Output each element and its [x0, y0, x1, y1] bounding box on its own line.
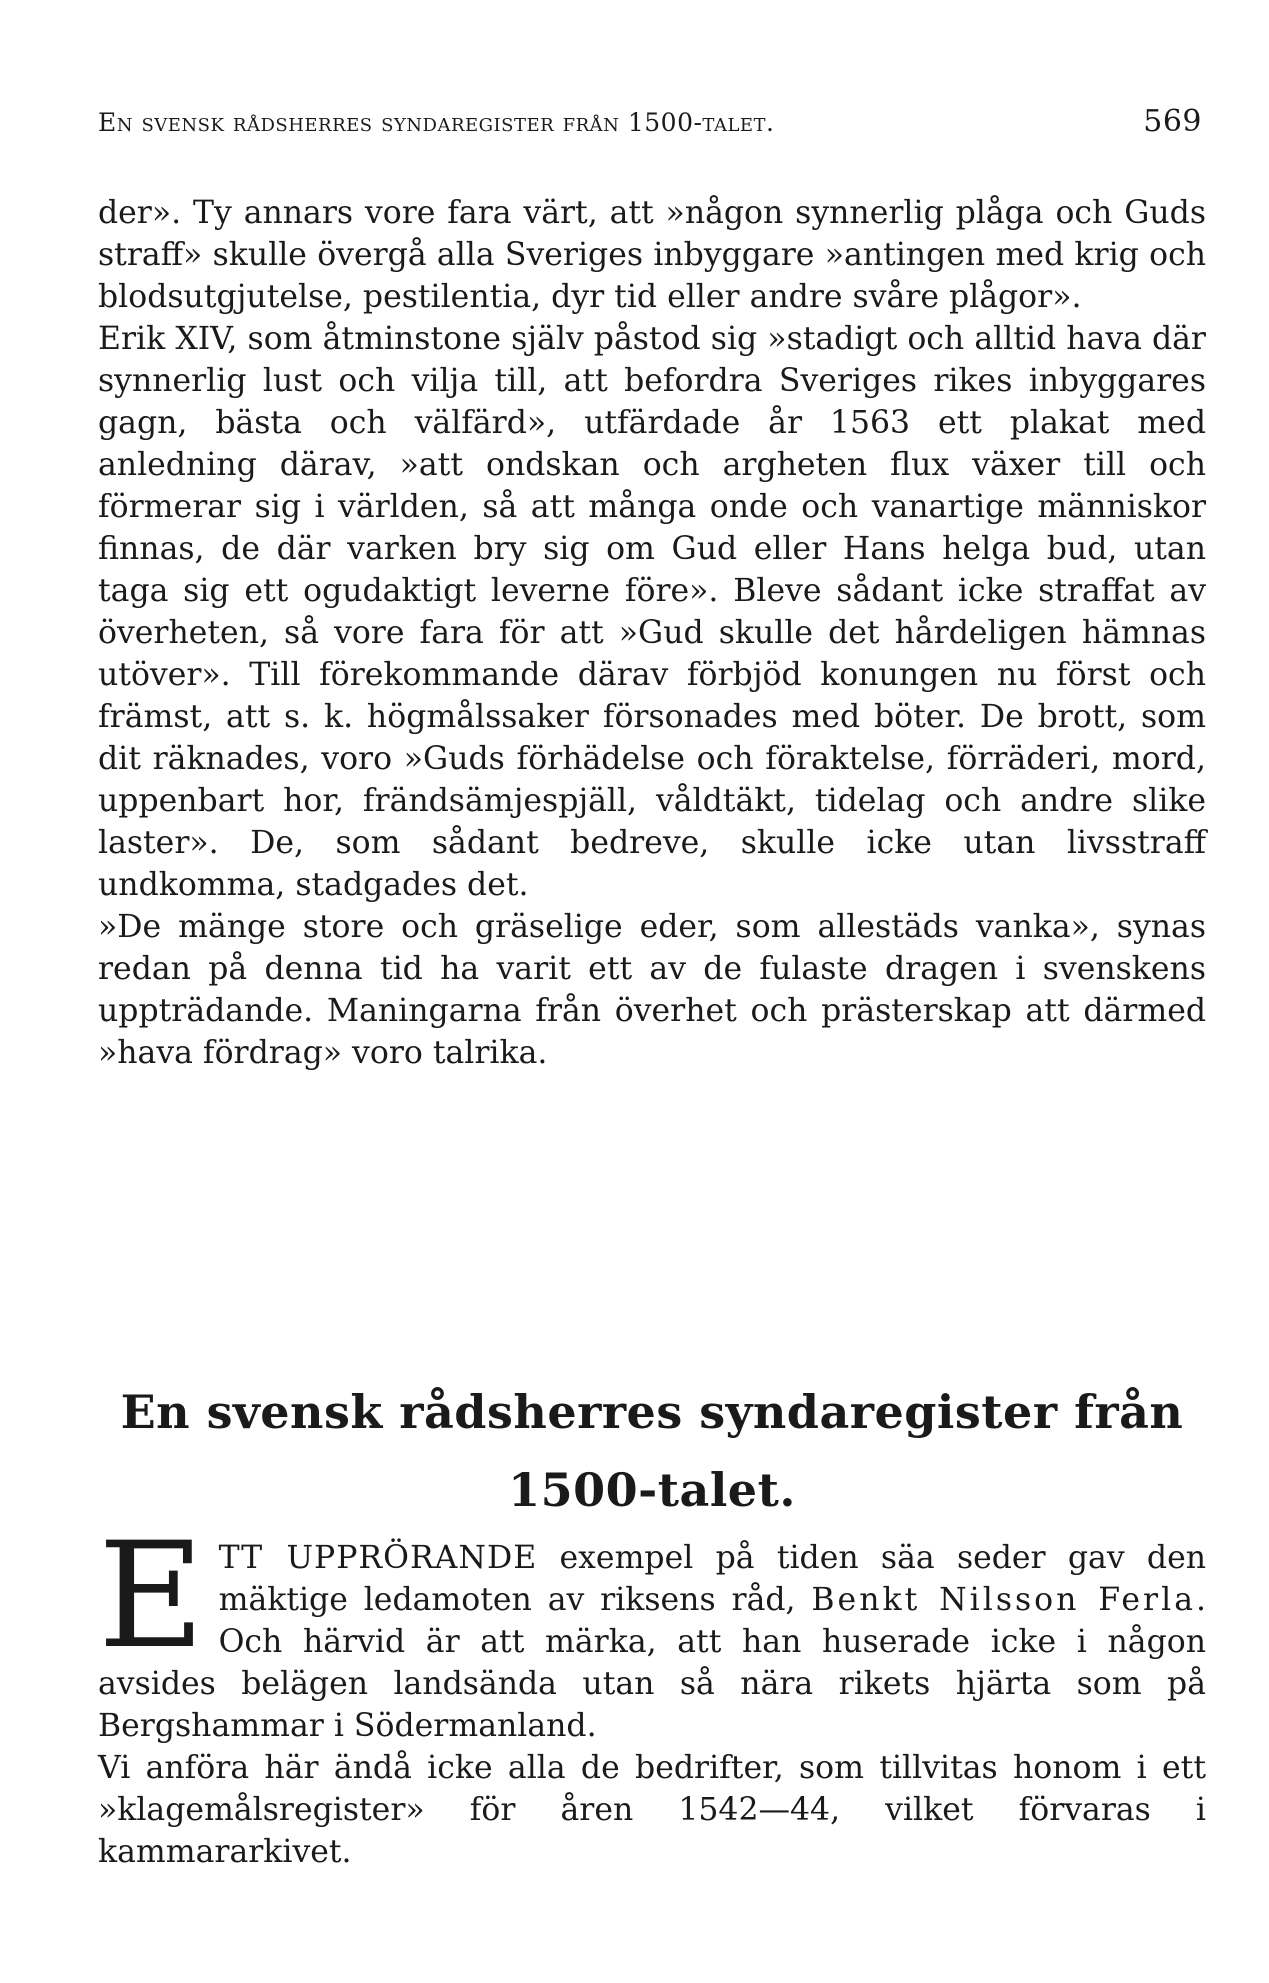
article-body: [98, 1511, 1207, 1873]
article-title-line-2: 1500-talet.: [508, 1463, 796, 1517]
running-head-title: En svensk rådsherres syndaregister från 1500-talet.: [98, 108, 775, 137]
paragraph-continuation: der». Ty annars vore fara värt, att »någon synnerlig plåga och Guds straff» skulle övergå alla Sveriges inbyggare »antingen med krig och blodsutgjutelse, pestilentia, dyr tid eller andre svåre plågor».: [98, 195, 1206, 315]
page-number: 569: [1143, 104, 1202, 139]
article-second-paragraph: Vi anföra här ändå icke alla de bedrifter, som tillvitas honom i ett »klagemålsregister» för åren 1542—44, vilket förvaras i kammararkivet.: [98, 1750, 1206, 1870]
first-paragraph-text-b: . Och härvid är att märka, att han huserade icke i någon avsides belägen landsända utan så nära rikets hjärta som på Bergshammar i Södermanland.: [98, 1582, 1206, 1744]
person-name: Benkt Nilsson Ferla: [811, 1582, 1196, 1618]
continued-text: [98, 192, 1206, 1074]
paragraph-eder: »De mänge store och gräselige eder, som allestäds vanka», synas redan på denna tid ha varit ett av de fulaste dragen i svenskens uppträdande. Maningarna från överhet och prästerskap att därmed »hava fördrag» voro talrika.: [98, 909, 1206, 1071]
article-title: [98, 1373, 1206, 1529]
paragraph-erik-xiv: Erik XIV, som åtminstone själv påstod sig »stadigt och alltid hava där synnerlig lust och vilja till, att befordra Sveriges rikes inbyggares gagn, bästa och välfärd», utfärdade år 1563 ett plakat med anledning därav, »att ondskan och argheten flux växer till och förmerar sig i världen, så att många onde och vanartige människor finnas, de där varken bry sig om Gud eller Hans helga bud, utan taga sig ett ogudaktigt leverne före». Bleve sådant icke straffat av överheten, så vore fara för att »Gud skulle det hårdeligen hämnas utöver». Till förekommande därav förbjöd konungen nu först och främst, att s. k. högmålssaker försonades med böter. De brott, som dit räknades, voro »Guds förhädelse och föraktelse, förräderi, mord, uppenbart hor, frändsämjespjäll, våldtäkt, tidelag och andre slike laster». De, som sådant bedreve, skulle icke utan livsstraff undkomma, stadgades det.: [98, 321, 1206, 903]
first-paragraph-text-a: exempel på tiden säa seder gav den mäktige ledamoten av riksens råd,: [218, 1540, 1207, 1618]
drop-cap-letter: E: [98, 1511, 205, 1681]
lead-in-caps: TT UPPRÖRANDE: [218, 1540, 538, 1576]
article-first-paragraph: [98, 1511, 1207, 1747]
article-title-line-1: En svensk rådsherres syndaregister från: [120, 1385, 1184, 1439]
running-head: [98, 104, 1202, 139]
